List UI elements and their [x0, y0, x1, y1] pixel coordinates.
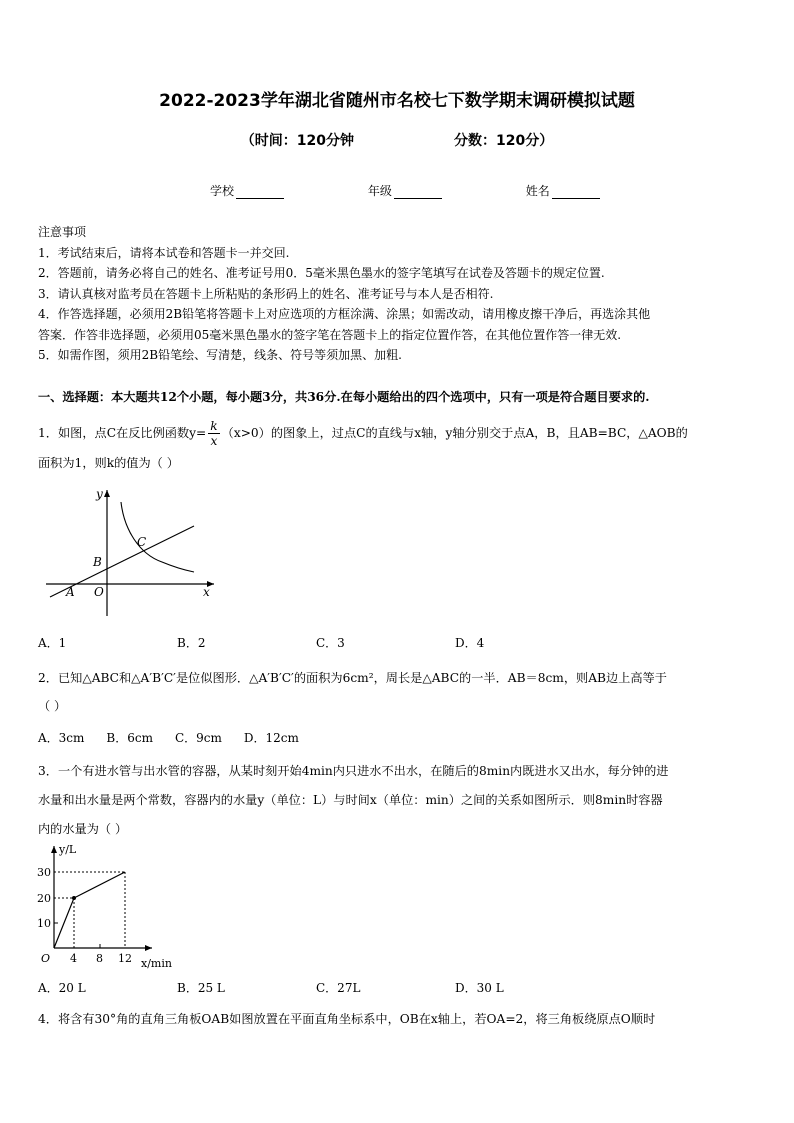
q3-graph	[34, 842, 184, 972]
q3-option-c[interactable]: C．27L	[316, 981, 361, 995]
q2-option-a[interactable]: A．3cm	[38, 731, 85, 745]
q2-option-b[interactable]: B．6cm	[106, 731, 153, 745]
q1-label-o: O	[94, 585, 104, 599]
q3-tick-label-20: 20	[37, 892, 51, 905]
notice-heading: 注意事项	[38, 225, 87, 239]
q1-option-a[interactable]: A．1	[38, 636, 67, 650]
section-heading: 一、选择题：本大题共12个小题，每小题3分，共36分.在每小题给出的四个选项中，只有一项是符合题目要求的.	[38, 390, 650, 404]
q3-point	[72, 896, 76, 900]
school-field	[210, 182, 284, 199]
q3-tick-label-8: 8	[96, 952, 103, 965]
q3-text-line3: 内的水量为（ ）	[38, 822, 128, 836]
q3-label-y: y/L	[59, 843, 77, 856]
q1-text-line2: 面积为1，则k的值为（ ）	[38, 456, 179, 470]
q3-tick-label-10: 10	[37, 917, 51, 930]
exam-info	[0, 130, 794, 150]
q2-text-line2: （ ）	[38, 699, 67, 713]
q3-options	[38, 979, 594, 996]
notice-item: 3．请认真核对监考员在答题卡上所粘贴的条形码上的姓名、准考证号与本人是否相符.	[38, 286, 494, 301]
q1-y-arrow	[104, 490, 110, 497]
q3-data-line	[54, 872, 125, 948]
q3-text-line1: 3．一个有进水管与出水管的容器，从某时刻开始4min内只进水不出水，在随后的8min内既进水又出水，每分钟的进	[38, 764, 669, 778]
grade-blank	[394, 186, 442, 199]
name-field	[526, 182, 600, 199]
q1-label-a: A	[66, 585, 75, 599]
q3-label-o: O	[41, 952, 51, 965]
q4-text-line1: 4．将含有30°角的直角三角板OAB如图放置在平面直角坐标系中，OB在x轴上，若OA=2，将三角板绕原点O顺时	[38, 1012, 656, 1026]
name-blank	[552, 186, 600, 199]
q3-option-a[interactable]: A．20 L	[38, 981, 86, 995]
q3-label-x: x/min	[141, 957, 172, 970]
exam-time: （时间：120分钟	[240, 133, 354, 149]
notice-item: 4．作答选择题，必须用2B铅笔将答题卡上对应选项的方框涂满、涂黑；如需改动，请用橡皮擦干净后，再选涂其他	[38, 307, 651, 321]
notice-item: 1．考试结束后，请将本试卷和答题卡一并交回.	[38, 245, 290, 260]
q1-label-c: C	[137, 535, 147, 549]
q2-text-line1: 2．已知△ABC和△A′B′C′是位似图形．△A′B′C′的面积为6cm²，周长是△ABC的一半．AB＝8cm，则AB边上高等于	[38, 671, 667, 685]
school-label: 学校	[210, 184, 235, 198]
question-4	[38, 1009, 756, 1029]
page-title: 2022-2023学年湖北省随州市名校七下数学期末调研模拟试题	[159, 91, 635, 111]
q1-option-c[interactable]: C．3	[316, 636, 345, 650]
q2-option-d[interactable]: D．12cm	[243, 731, 299, 745]
grade-field	[368, 182, 442, 199]
notice-item: 5．如需作图，须用2B铅笔绘、写清楚，线条、符号等须加黑、加粗.	[38, 348, 402, 362]
q3-tick-label-12: 12	[118, 952, 132, 965]
name-label: 姓名	[525, 184, 550, 198]
q1-frac-num: k	[210, 419, 218, 433]
q1-label-x: x	[203, 585, 210, 599]
q2-options	[38, 729, 321, 746]
question-3	[38, 757, 756, 844]
q3-option-d[interactable]: D．30 L	[455, 981, 504, 995]
q1-frac-den: x	[210, 434, 218, 448]
q3-option-b[interactable]: B．25 L	[177, 981, 225, 995]
question-1	[38, 418, 756, 478]
notice-section	[38, 222, 756, 366]
q3-x-arrow	[145, 945, 152, 951]
q1-text-post: （x>0）的图象上，过点C的直线与x轴，y轴分别交于点A，B，且AB=BC，△AOB的	[221, 426, 688, 440]
q2-option-c[interactable]: C．9cm	[174, 731, 222, 745]
notice-item: 答案．作答非选择题，必须用05毫米黑色墨水的签字笔在答题卡上的指定位置作答，在其他位置作答一律无效.	[38, 327, 622, 342]
q1-hyperbola	[121, 502, 194, 572]
q1-label-y: y	[96, 487, 103, 501]
q3-text-line2: 水量和出水量是两个常数，容器内的水量y（单位：L）与时间x（单位：min）之间的关系如图所示．则8min时容器	[38, 793, 663, 807]
q1-graph	[44, 484, 224, 620]
q3-tick-label-4: 4	[70, 952, 77, 965]
student-fields	[210, 182, 680, 199]
q1-text-pre: 1．如图，点C在反比例函数y=	[38, 426, 207, 440]
q1-label-b: B	[93, 555, 102, 569]
q3-y-arrow	[51, 846, 57, 853]
q1-options	[38, 634, 594, 651]
question-2	[38, 664, 756, 720]
q1-fraction	[208, 419, 219, 448]
exam-score: 分数：120分）	[454, 133, 554, 149]
q1-option-d[interactable]: D．4	[455, 636, 485, 650]
grade-label: 年级	[367, 184, 392, 198]
notice-item: 2．答题前，请务必将自己的姓名、准考证号用0．5毫米黑色墨水的签字笔填写在试卷及答题卡的规定位置.	[38, 266, 605, 280]
q3-tick-label-30: 30	[37, 866, 51, 879]
q1-option-b[interactable]: B．2	[177, 636, 206, 650]
school-blank	[236, 186, 284, 199]
